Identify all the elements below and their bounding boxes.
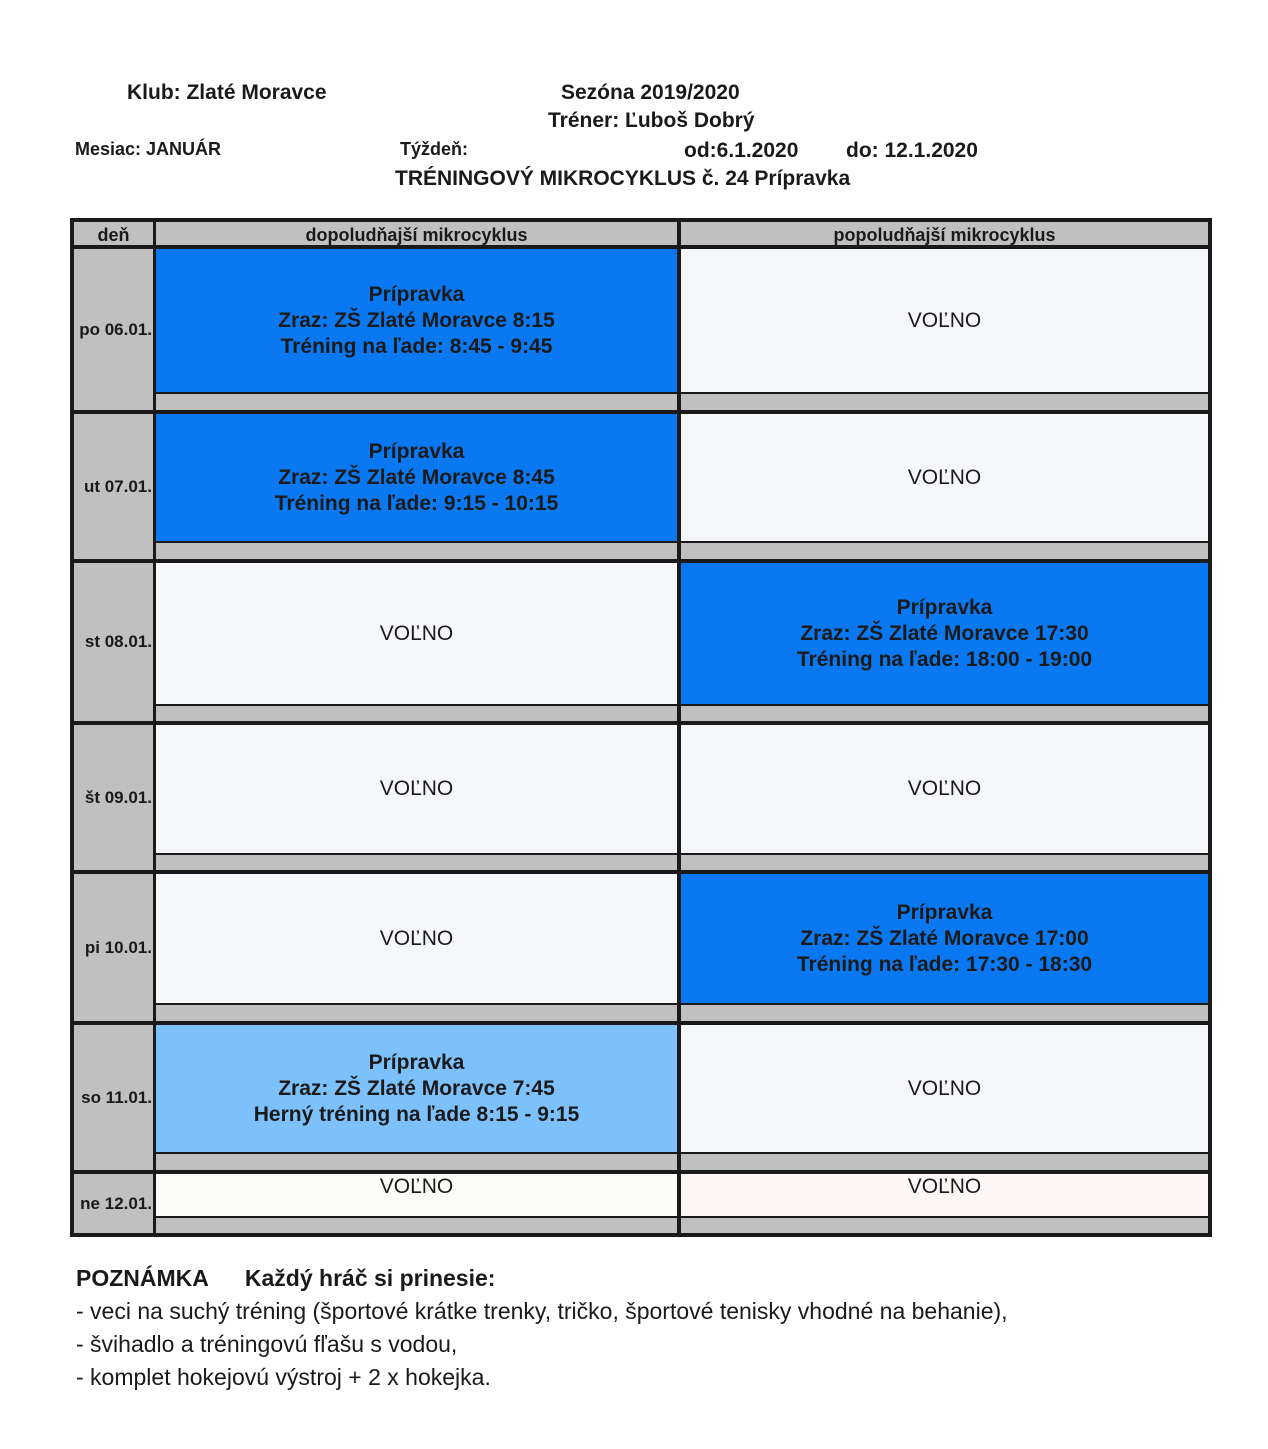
morning-slot-footer xyxy=(156,394,677,410)
day-cell: so 11.01. xyxy=(74,1025,153,1170)
morning-slot xyxy=(156,249,677,392)
slot-line: VOĽNO xyxy=(907,465,982,489)
morning-slot-footer xyxy=(156,706,677,721)
morning-slot-footer xyxy=(156,1005,677,1021)
afternoon-slot-footer xyxy=(681,394,1208,410)
morning-slot-footer xyxy=(156,1218,677,1233)
slot-line: Prípravka xyxy=(896,900,993,924)
column-header-morning: dopoludňajší mikrocyklus xyxy=(156,222,677,245)
slot-line: Prípravka xyxy=(368,282,465,306)
afternoon-slot xyxy=(681,563,1208,704)
note-heading-row xyxy=(76,1262,1008,1295)
page-title: TRÉNINGOVÝ MIKROCYKLUS č. 24 Prípravka xyxy=(395,167,851,190)
slot-line: Tréning na ľade: 17:30 - 18:30 xyxy=(796,952,1093,976)
morning-slot-footer xyxy=(156,543,677,559)
slot-line: VOĽNO xyxy=(379,926,454,950)
morning-slot xyxy=(156,725,677,853)
slot-line: Zraz: ZŠ Zlaté Moravce 17:00 xyxy=(800,926,1089,950)
afternoon-slot-footer xyxy=(681,1218,1208,1233)
morning-slot-footer xyxy=(156,855,677,870)
header-club: Klub: Zlaté Moravce xyxy=(127,81,327,104)
day-cell: pi 10.01. xyxy=(74,874,153,1021)
morning-slot xyxy=(156,874,677,1003)
afternoon-slot-footer xyxy=(681,855,1208,870)
slot-line: VOĽNO xyxy=(379,621,454,645)
morning-slot-footer xyxy=(156,1154,677,1170)
note-item: - veci na suchý tréning (športové krátke trenky, tričko, športové tenisky vhodné na behanie), xyxy=(76,1298,1008,1324)
slot-line: Herný tréning na ľade 8:15 - 9:15 xyxy=(253,1102,580,1126)
afternoon-slot-footer xyxy=(681,1005,1208,1021)
day-cell: st 08.01. xyxy=(74,563,153,721)
day-cell: ut 07.01. xyxy=(74,414,153,559)
slot-line: Prípravka xyxy=(368,1050,465,1074)
morning-slot xyxy=(156,1025,677,1152)
slot-line: VOĽNO xyxy=(907,1076,982,1100)
note-item: - švihadlo a tréningovú fľašu s vodou, xyxy=(76,1331,458,1357)
slot-line: Tréning na ľade: 8:45 - 9:45 xyxy=(280,334,553,358)
slot-line: VOĽNO xyxy=(907,777,982,800)
slot-line: Zraz: ZŠ Zlaté Moravce 7:45 xyxy=(278,1076,555,1100)
morning-slot xyxy=(156,1174,677,1216)
column-header-afternoon: popoludňajší mikrocyklus xyxy=(681,222,1208,245)
slot-line: VOĽNO xyxy=(379,1175,454,1198)
afternoon-slot xyxy=(681,1025,1208,1152)
note-heading: Každý hráč si prinesie: xyxy=(244,1265,496,1291)
header-coach: Tréner: Ľuboš Dobrý xyxy=(548,109,755,132)
afternoon-slot-footer xyxy=(681,543,1208,559)
slot-line: Zraz: ZŠ Zlaté Moravce 17:30 xyxy=(800,621,1089,645)
afternoon-slot xyxy=(681,1174,1208,1216)
header-month: Mesiac: JANUÁR xyxy=(75,139,222,159)
slot-line: VOĽNO xyxy=(907,1175,982,1198)
header-date-from: od:6.1.2020 xyxy=(684,139,799,162)
slot-line: Prípravka xyxy=(368,439,465,463)
day-cell: po 06.01. xyxy=(74,249,153,410)
note-section xyxy=(76,1262,1008,1394)
afternoon-slot-footer xyxy=(681,706,1208,721)
afternoon-slot xyxy=(681,249,1208,392)
slot-line: Prípravka xyxy=(896,595,993,619)
note-item: - komplet hokejovú výstroj + 2 x hokejka. xyxy=(76,1364,491,1390)
slot-line: VOĽNO xyxy=(379,777,454,800)
morning-slot xyxy=(156,563,677,704)
slot-line: Tréning na ľade: 18:00 - 19:00 xyxy=(796,647,1093,671)
slot-line: Tréning na ľade: 9:15 - 10:15 xyxy=(274,491,559,515)
day-cell: ne 12.01. xyxy=(74,1174,153,1233)
day-cell: št 09.01. xyxy=(74,725,153,870)
note-label: POZNÁMKA xyxy=(76,1265,209,1291)
afternoon-slot xyxy=(681,725,1208,853)
slot-line: Zraz: ZŠ Zlaté Moravce 8:45 xyxy=(278,465,555,489)
column-header-day: deň xyxy=(74,222,153,245)
schedule-table xyxy=(70,218,1212,1237)
afternoon-slot-footer xyxy=(681,1154,1208,1170)
header-week-label: Týždeň: xyxy=(400,139,469,159)
slot-line: Zraz: ZŠ Zlaté Moravce 8:15 xyxy=(278,308,555,332)
afternoon-slot xyxy=(681,414,1208,541)
header-season: Sezóna 2019/2020 xyxy=(561,81,740,104)
morning-slot xyxy=(156,414,677,541)
header-date-to: do: 12.1.2020 xyxy=(846,139,978,162)
slot-line: VOĽNO xyxy=(907,308,982,332)
afternoon-slot xyxy=(681,874,1208,1003)
